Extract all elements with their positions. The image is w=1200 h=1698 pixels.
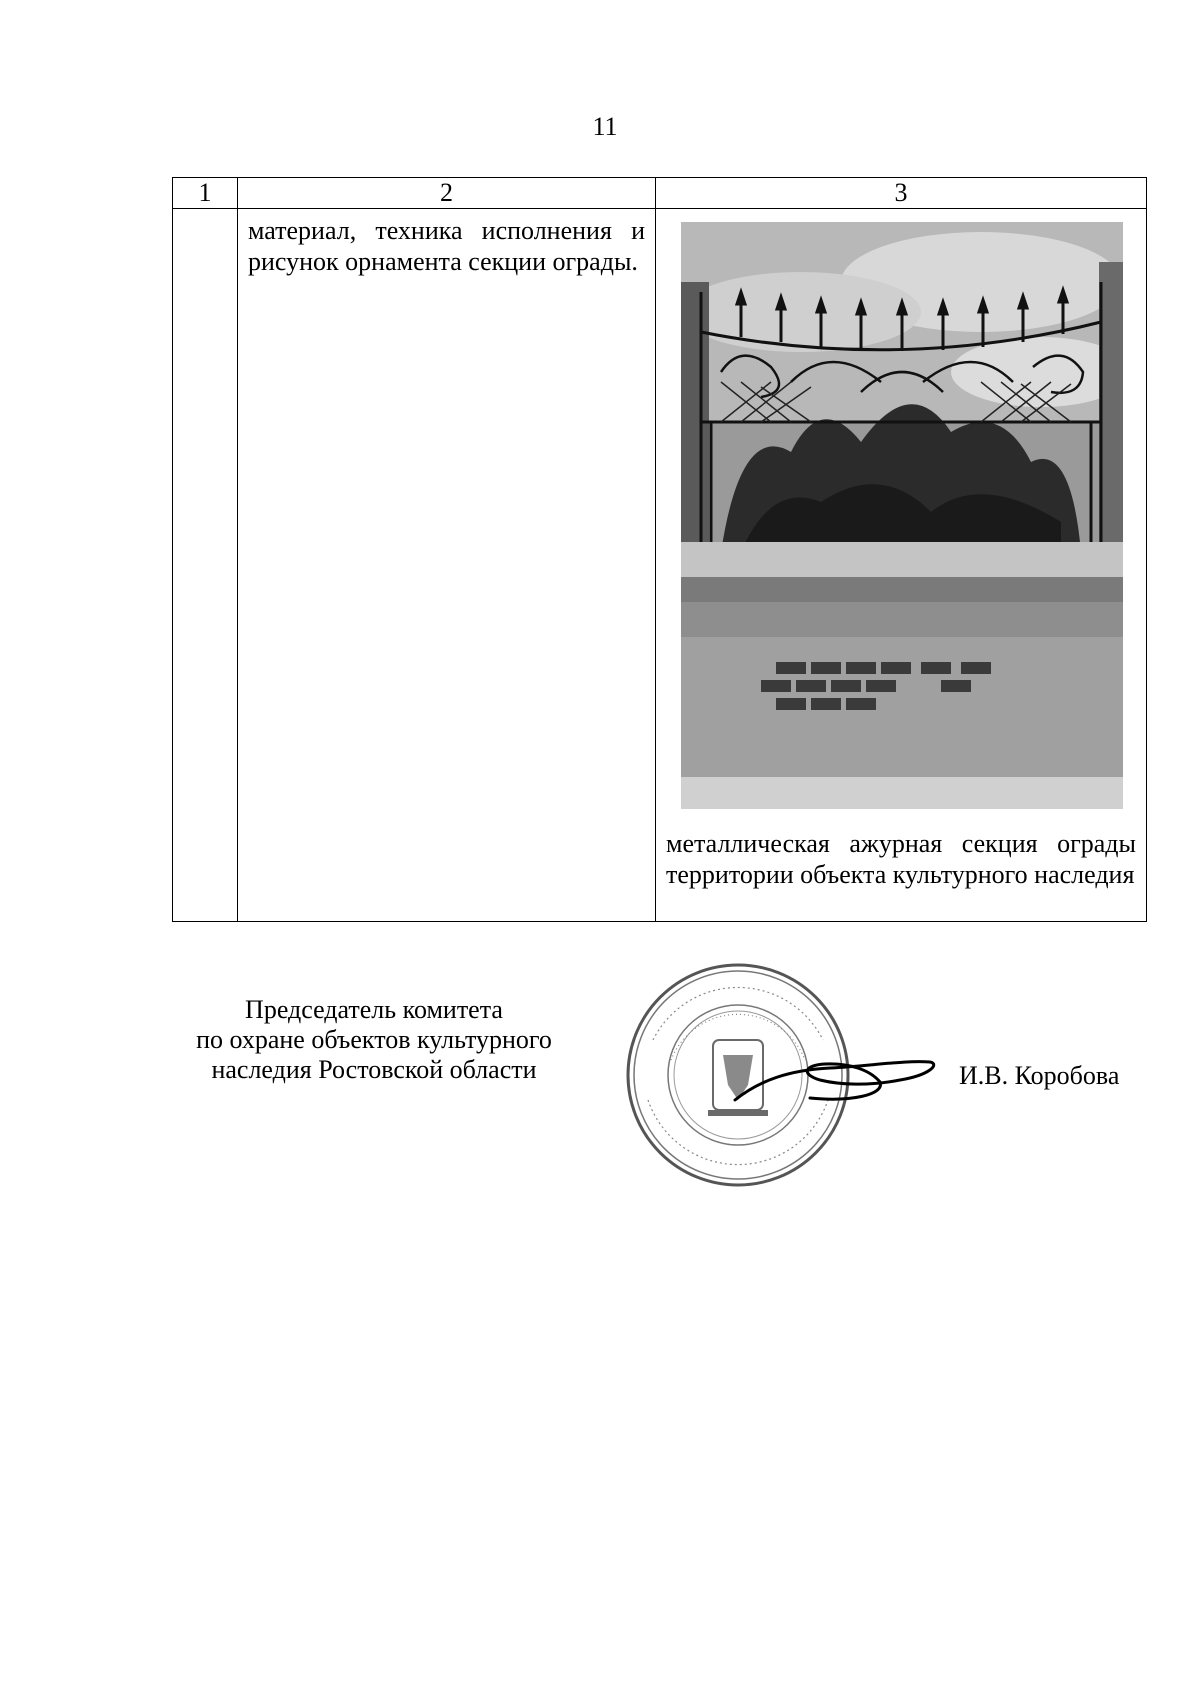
- signatory-line-1: Председатель комитета: [245, 995, 503, 1024]
- table-header-row: [173, 178, 1147, 209]
- header-cell-1: 1: [173, 178, 238, 209]
- fence-photo-icon: [681, 222, 1123, 809]
- description-text: материал, техника исполнения и рисунок орнамента секции ограды.: [248, 216, 645, 276]
- table-row: [173, 209, 1147, 922]
- document-table: [172, 177, 1147, 922]
- row-cell-3: [656, 209, 1147, 922]
- header-cell-2: 2: [238, 178, 656, 209]
- row-cell-2: [238, 209, 656, 922]
- signatory-line-2: по охране объектов культурного: [196, 1025, 552, 1054]
- row-cell-1: [173, 209, 238, 922]
- signatory-title: [168, 995, 580, 1085]
- signer-name: И.В. Коробова: [959, 1061, 1120, 1090]
- handwritten-signature-icon: [730, 1040, 940, 1120]
- header-cell-3: 3: [656, 178, 1147, 209]
- signatory-line-3: наследия Ростовской области: [211, 1055, 537, 1084]
- photo-caption: металлическая ажурная секция ограды территории объекта культурного наследия: [666, 829, 1136, 889]
- page-number: 11: [592, 112, 618, 141]
